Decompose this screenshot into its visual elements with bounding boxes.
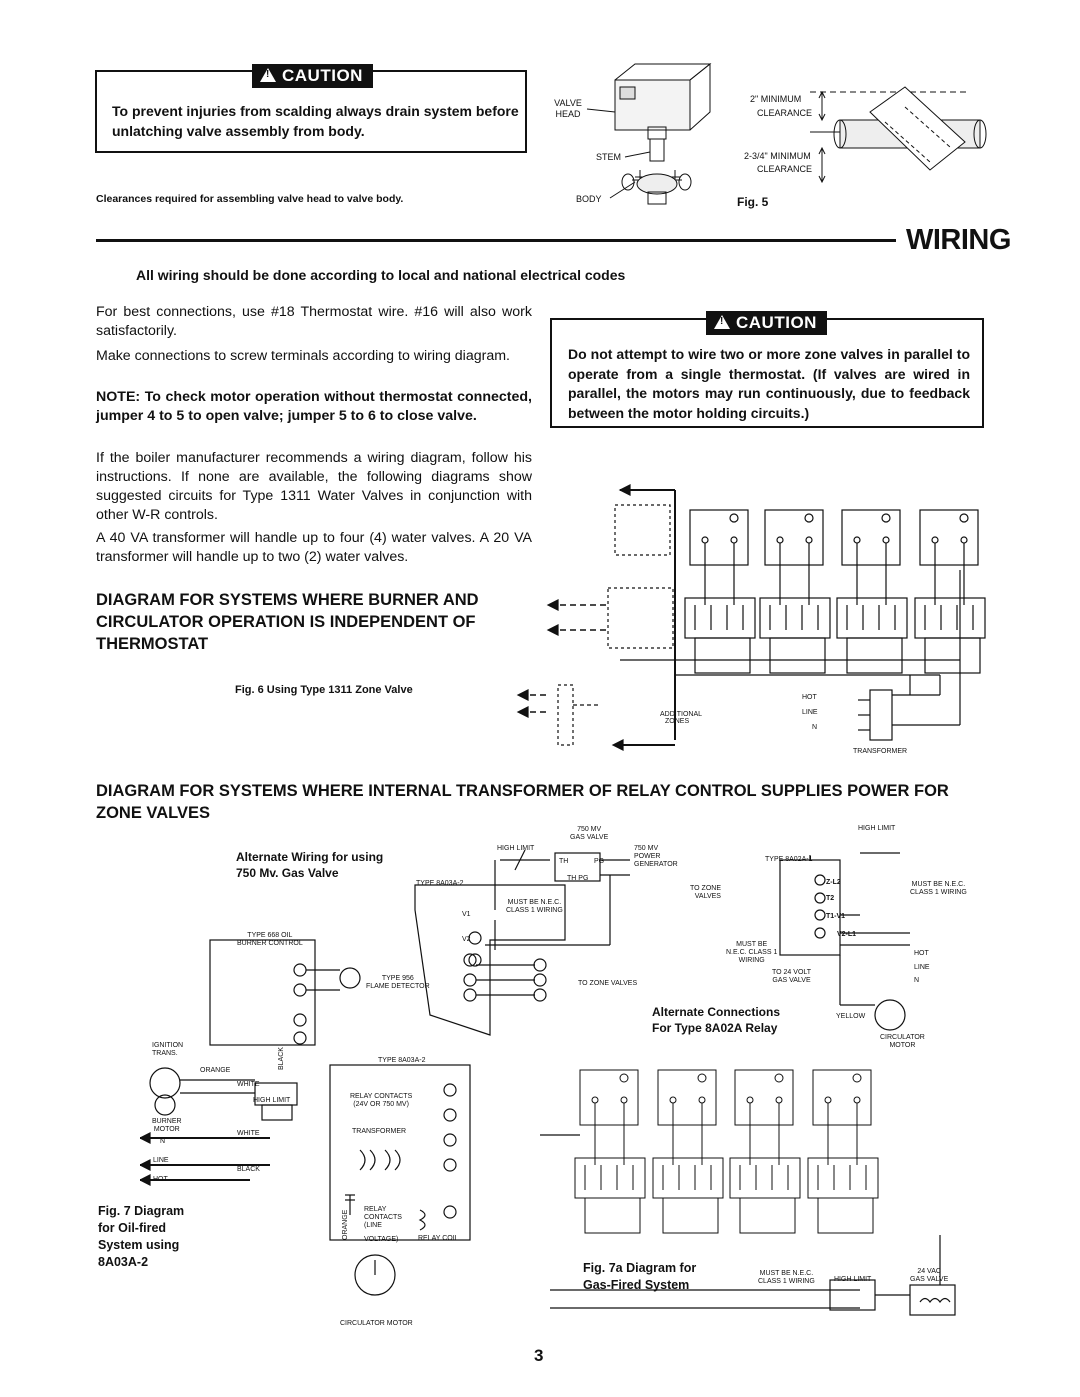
fig7-black: BLACK	[237, 1166, 260, 1173]
fig7a-to24v-1: TO 24 VOLT	[772, 969, 812, 976]
fig5-caption: Fig. 5	[737, 195, 769, 209]
wiring-codes-note: All wiring should be done according to local and national electrical codes	[136, 267, 626, 283]
fig7a-type8a02a: TYPE 8A02A-1	[765, 856, 813, 863]
fig7a-alt-conn-2: For Type 8A02A Relay	[652, 1021, 778, 1035]
wiring-title: WIRING	[906, 224, 1011, 256]
fig7-pg-line1: 750 MV	[634, 845, 659, 852]
fig7a-24vac-2: GAS VALVE	[910, 1276, 949, 1283]
fig7-type-8a03a-top: TYPE 8A03A-2	[416, 880, 464, 887]
clearance-note: Clearances required for assembling valve head to valve body.	[96, 193, 404, 205]
fig7a-high-limit-bottom: HIGH LIMIT	[834, 1276, 872, 1283]
fig7-hot: HOT	[153, 1176, 168, 1183]
fig7-high-limit-2: HIGH LIMIT	[253, 1097, 291, 1104]
fig6-label-additional: ADDITIONAL	[660, 711, 703, 718]
fig7-relay-contacts-2: (24V OR 750 MV)	[353, 1101, 409, 1108]
fig7a-24vac-1: 24 VAC	[917, 1268, 941, 1275]
fig7a-must-be-class1	[726, 941, 777, 965]
caution-text-parallel: Do not attempt to wire two or more zone valves in parallel to operate from a single thermostat. (If valves are wired in parallel, the motors may run continuously, due to feedback between the motor holding circuits.)	[568, 346, 970, 421]
fig7a-t1v1: T1-V1	[826, 913, 846, 920]
para-boiler-manufacturer: If the boiler manufacturer recommends a wiring diagram, follow his instructions. If none are available, the following diagrams show suggested circuits for Type 1311 Water Valves in conjunction with other W-R controls.	[96, 450, 532, 523]
fig7-oil-fired-diagram	[140, 820, 1000, 1340]
fig7a-must-nec-1: MUST BE N.E.C.	[911, 881, 966, 888]
fig7a-must-nec-2: CLASS 1 WIRING	[910, 889, 967, 896]
label-2-3-4-minimum: 2-3/4" MINIMUM	[744, 151, 811, 161]
fig7-type8a03a-mid: TYPE 8A03A-2	[378, 1057, 426, 1064]
fig7a-alt-connections	[652, 1004, 780, 1036]
fig7-trans: TRANS.	[152, 1050, 178, 1057]
clearance-drawing	[810, 87, 986, 182]
fig7-relay-contacts-1: RELAY CONTACTS	[350, 1093, 413, 1100]
caution-tag-2: !CAUTION	[706, 311, 827, 335]
fig7-relay-line-voltage	[364, 1206, 402, 1244]
fig7a-to24v-2: GAS VALVE	[772, 977, 811, 984]
fig7-th: TH	[559, 858, 569, 865]
fig7-ignition-trans	[152, 1042, 183, 1058]
fig6-zone-valve-diagram	[510, 480, 990, 770]
valve-head-drawing	[615, 64, 710, 204]
fig7a-yellow: YELLOW	[836, 1013, 866, 1020]
fig7-orange: ORANGE	[200, 1067, 231, 1074]
fig7a-valves: VALVES	[694, 893, 721, 900]
fig7-burner: BURNER	[152, 1118, 182, 1125]
alt-wiring-750mv	[236, 849, 383, 881]
fig7-orange-vert: ORANGE	[342, 1209, 349, 1240]
fig6-label-transformer: TRANSFORMER	[853, 748, 908, 755]
fig6-label-hot: HOT	[802, 694, 817, 701]
fig7a-v2l1: V2-L1	[837, 931, 857, 938]
fig7a-must-nec-b1: MUST BE N.E.C.	[759, 1270, 814, 1277]
fig7-white: WHITE	[237, 1081, 260, 1088]
fig7-gas-valve-label: GAS VALVE	[570, 834, 609, 841]
fig7a-to24v	[772, 969, 811, 985]
fig7-ignition: IGNITION	[152, 1042, 184, 1049]
fig7-type668	[237, 932, 303, 948]
fig7-high-limit: HIGH LIMIT	[497, 845, 535, 852]
fig7a-z-l2: Z-L2	[826, 879, 841, 886]
fig7a-must-be-1: MUST BE	[736, 941, 768, 948]
fig7a-must-be-2: N.E.C. CLASS 1	[726, 949, 778, 956]
fig7-pg-line2: POWER	[634, 853, 661, 860]
heading-independent: DIAGRAM FOR SYSTEMS WHERE BURNER AND CIRCULATOR OPERATION IS INDEPENDENT OF THERMOSTAT	[96, 591, 479, 653]
fig7-power-generator	[634, 845, 678, 869]
label-clearance-1: CLEARANCE	[757, 108, 813, 118]
label-valve-head: VALVE HEAD	[554, 98, 582, 119]
fig7-must-nec-line2: CLASS 1 WIRING	[506, 907, 563, 914]
fig7-motor: MOTOR	[153, 1126, 180, 1133]
fig7-black-vert: BLACK	[278, 1047, 285, 1070]
fig7a-must-be-3: WIRING	[738, 957, 765, 964]
para-thermostat-wire: For best connections, use #18 Thermostat wire. #16 will also work satisfactorily.	[96, 304, 532, 339]
fig7-thpg: TH PG	[567, 875, 589, 882]
label-clearance-2: CLEARANCE	[757, 164, 813, 174]
alt-wiring-line2: 750 Mv. Gas Valve	[236, 866, 339, 880]
fig6-label-line: LINE	[802, 709, 818, 716]
fig7-v2: V2	[462, 936, 471, 943]
fig7a-circ-2: MOTOR	[889, 1042, 916, 1049]
fig7-white-2: WHITE	[237, 1130, 260, 1137]
fig7-pg: PG	[594, 858, 605, 865]
page-number: 3	[534, 1346, 544, 1365]
para-transformer-capacity: A 40 VA transformer will handle up to four (4) water valves. A 20 VA transformer will handle up to two (2) water valves.	[96, 530, 532, 565]
label-2in-minimum: 2" MINIMUM	[750, 94, 802, 104]
fig7-relay-contacts	[350, 1093, 412, 1109]
fig7-burner-motor	[152, 1118, 182, 1134]
fig6-label-n: N	[812, 724, 818, 731]
label-stem: STEM	[596, 152, 622, 162]
fig7-pg-line3: GENERATOR	[634, 861, 678, 868]
fig6-label-zones: ZONES	[665, 718, 690, 725]
fig7a-to-zone: TO ZONE	[690, 885, 721, 892]
fig7a-hot: HOT	[914, 950, 929, 957]
warning-icon	[260, 68, 276, 82]
fig7-to-zone-valves: TO ZONE VALVES	[578, 980, 638, 987]
fig7a-24vac	[910, 1268, 948, 1284]
fig7a-must-nec-b2: CLASS 1 WIRING	[758, 1278, 815, 1285]
fig7a-must-nec-bottom	[758, 1270, 815, 1286]
fig7-line: LINE	[153, 1157, 169, 1164]
fig7a-to-zone-valves	[690, 885, 721, 901]
fig7a-caption: Fig. 7a Diagram for Gas-Fired System	[583, 1261, 697, 1292]
fig7a-circ-1: CIRCULATOR	[880, 1034, 925, 1041]
alt-wiring-line1: Alternate Wiring for using	[236, 850, 384, 864]
fig7a-must-nec	[910, 881, 967, 897]
caution-text-scalding: To prevent injuries from scalding always drain system before unlatching valve assembly from body.	[112, 103, 519, 139]
fig7-type956-line1: TYPE 956	[381, 975, 414, 982]
fig7-type668-line2: BURNER CONTROL	[237, 940, 303, 947]
fig7-relay-2: CONTACTS	[364, 1214, 402, 1221]
fig7-type668-line1: TYPE 668 OIL	[247, 932, 293, 939]
fig7-relay-3: (LINE	[364, 1222, 382, 1229]
fig7a-high-limit: HIGH LIMIT	[858, 825, 896, 832]
caution-tag: !CAUTION	[252, 64, 373, 88]
fig7-v1: V1	[462, 911, 471, 918]
fig7-relay-4: VOLTAGE)	[364, 1236, 399, 1243]
fig7-750mv-gas-valve	[570, 826, 608, 842]
fig7-type956	[366, 975, 430, 991]
fig7-relay-coil: RELAY COIL	[418, 1235, 459, 1242]
para-note-motor: NOTE: To check motor operation without thermostat connected, jumper 4 to 5 to open valve; jumper 5 to 6 to close valve.	[96, 389, 532, 424]
fig7-transformer: TRANSFORMER	[352, 1128, 407, 1135]
fig7a-n: N	[914, 977, 920, 984]
fig7-must-nec	[506, 899, 563, 915]
fig7a-t2: T2	[826, 895, 835, 902]
fig5-valve-illustration	[540, 52, 1000, 222]
fig7a-line: LINE	[914, 964, 930, 971]
fig7a-alt-conn-1: Alternate Connections	[652, 1005, 781, 1019]
label-body: BODY	[576, 194, 602, 204]
fig7-type956-line2: FLAME DETECTOR	[366, 983, 430, 990]
fig7-circulator-motor: CIRCULATOR MOTOR	[340, 1320, 413, 1327]
fig7-n: N	[160, 1138, 166, 1145]
wiring-rule	[96, 239, 896, 242]
heading-internal-transformer: DIAGRAM FOR SYSTEMS WHERE INTERNAL TRANSFORMER OF RELAY CONTROL SUPPLIES POWER FOR ZONE VALVES	[96, 782, 949, 822]
fig6-caption: Fig. 6 Using Type 1311 Zone Valve	[235, 684, 413, 696]
fig7-750mv-label: 750 MV	[577, 826, 602, 833]
para-screw-terminals: Make connections to screw terminals according to wiring diagram.	[96, 348, 510, 364]
fig7-relay-1: RELAY	[364, 1206, 387, 1213]
fig7-caption: Fig. 7 Diagram for Oil-fired System using 8A03A-2	[98, 1204, 185, 1269]
warning-icon-2	[714, 315, 730, 329]
fig7-must-nec-line1: MUST BE N.E.C.	[507, 899, 562, 906]
fig7a-circulator-motor	[880, 1034, 925, 1050]
